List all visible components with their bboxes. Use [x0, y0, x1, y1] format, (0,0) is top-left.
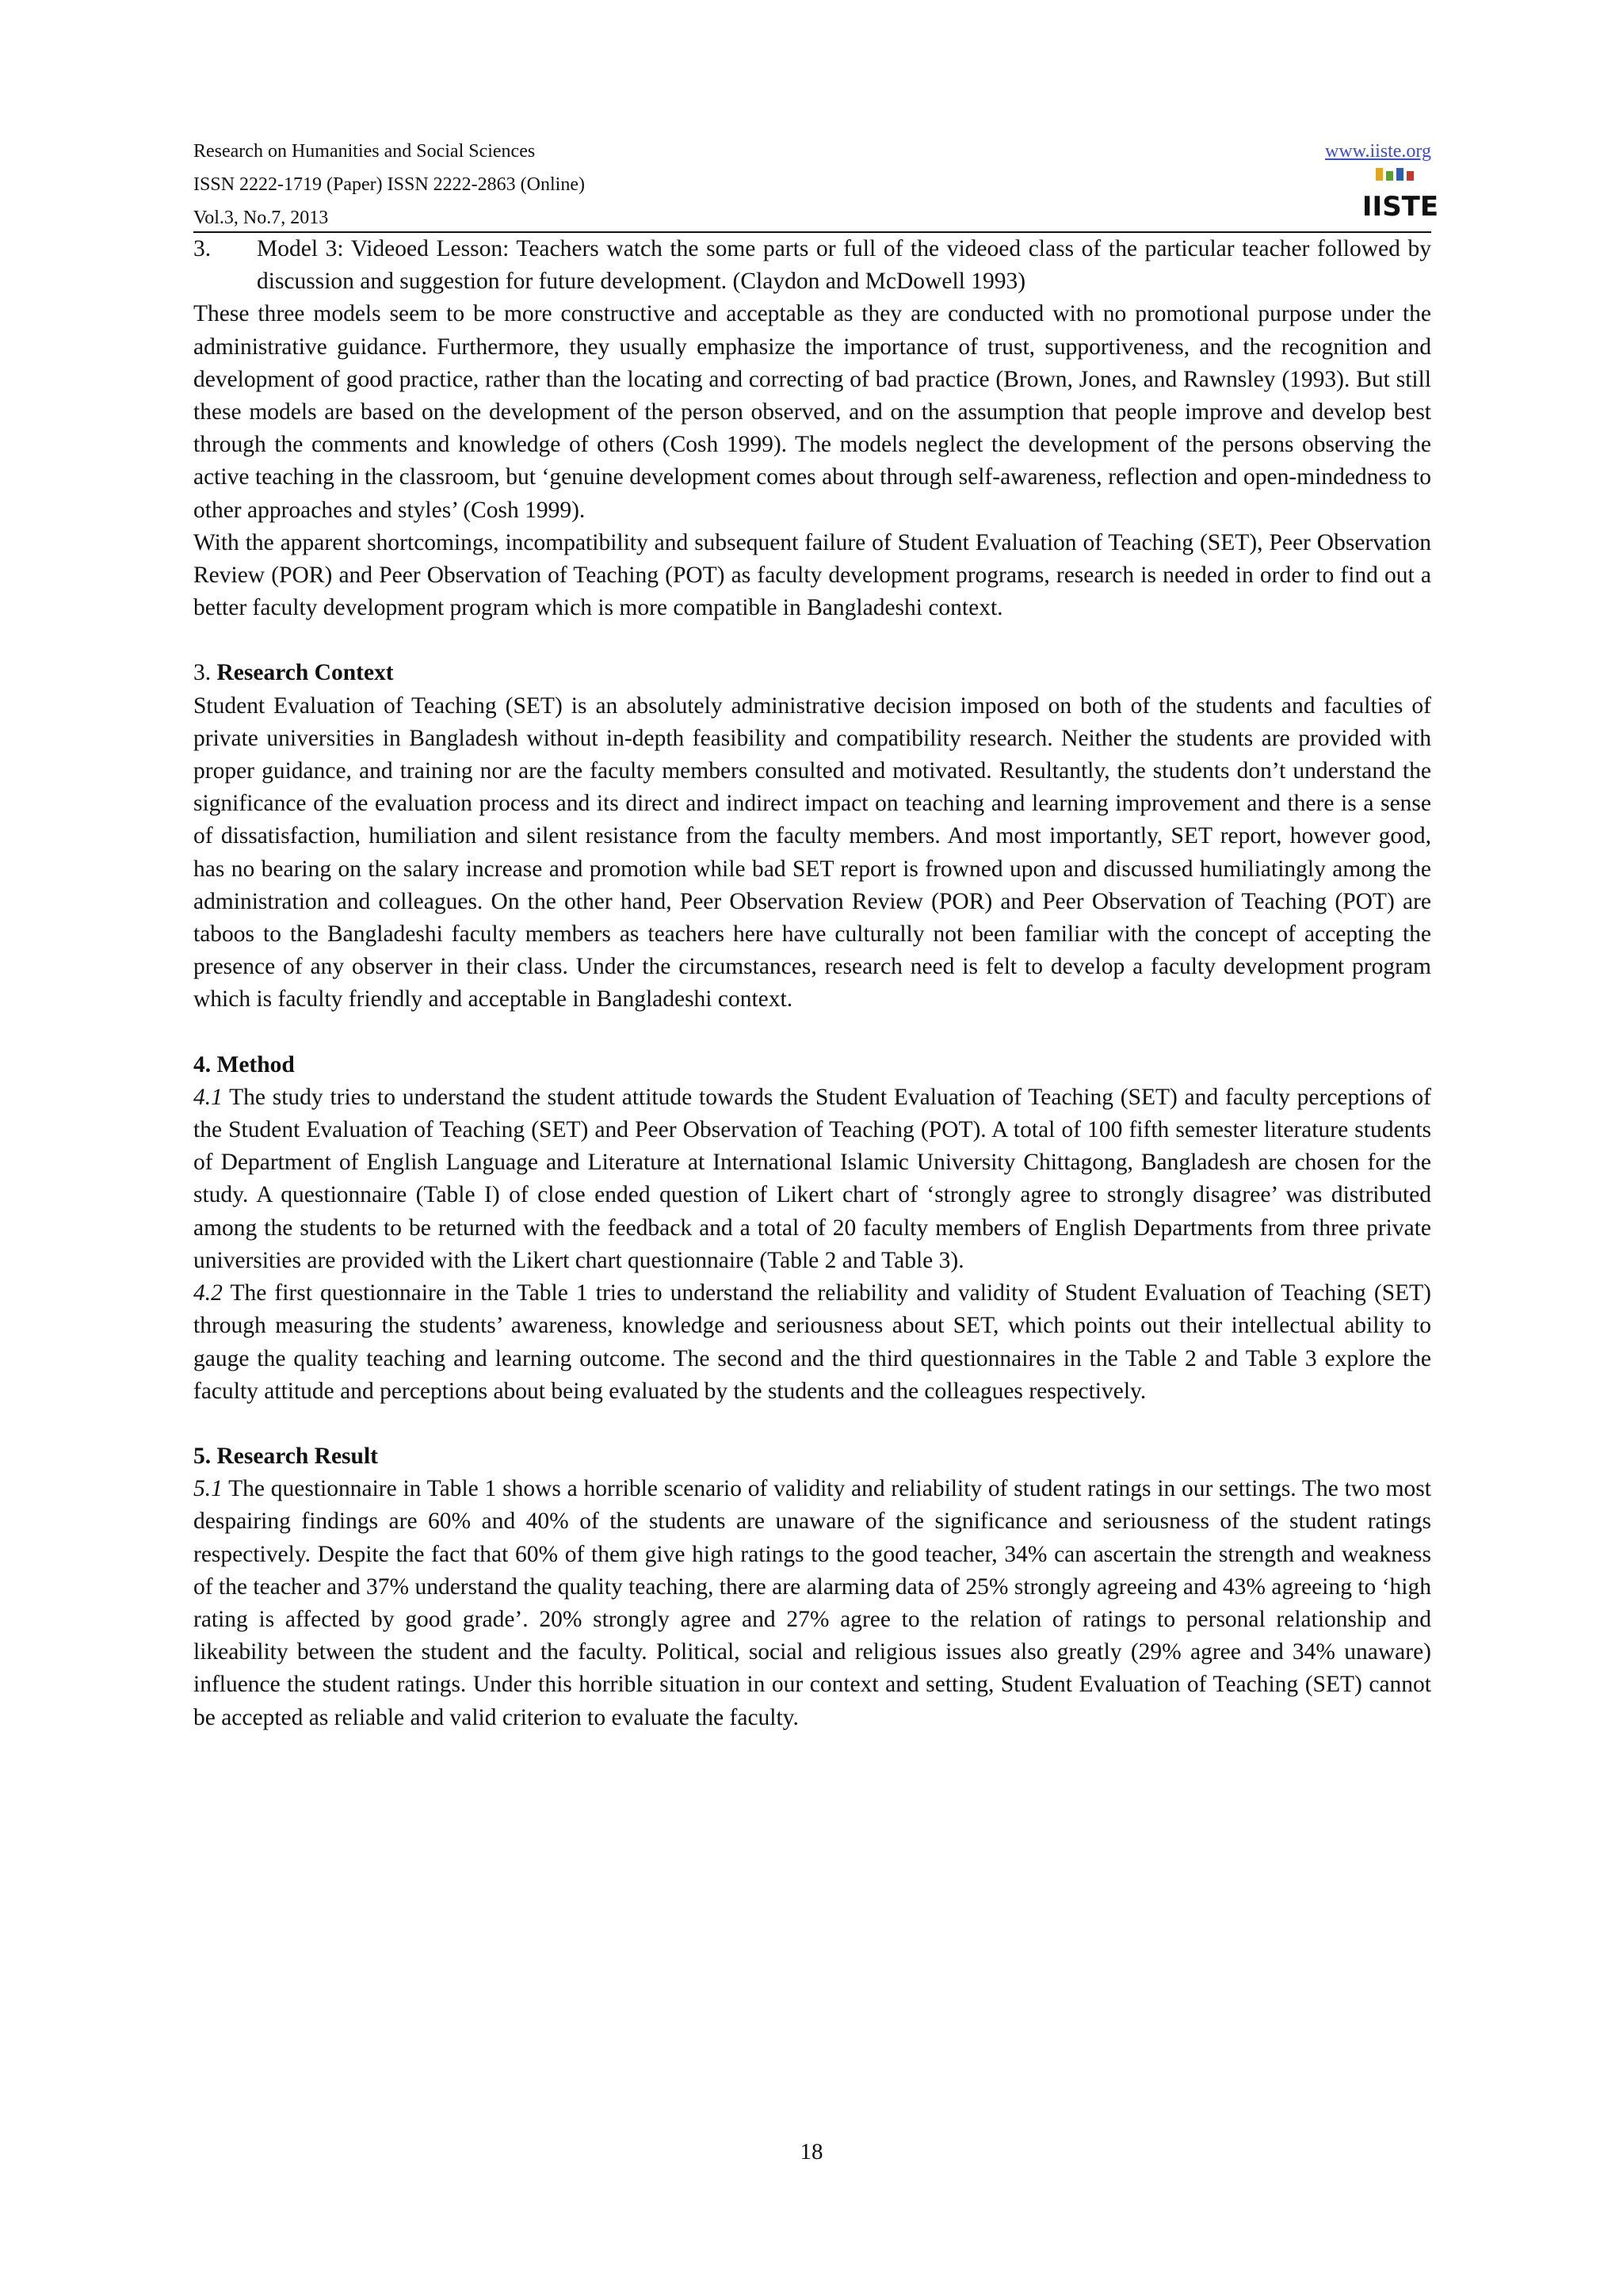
- volume-line: Vol.3, No.7, 2013: [193, 208, 329, 228]
- model-3-text: Model 3: Videoed Lesson: Teachers watch the some parts or full of the videoed class of the particular teacher followed by discussion and suggestion for future development. (Claydon and McDowell 1993): [257, 236, 1431, 295]
- website-link[interactable]: www.iiste.org: [1325, 141, 1431, 162]
- page-number: 18: [800, 2139, 823, 2164]
- section-3-number: 3.: [193, 660, 212, 686]
- section-5-heading: 5. Research Result: [193, 1443, 378, 1469]
- section-4-1-number: 4.1: [193, 1084, 223, 1110]
- section-4-2-number: 4.2: [193, 1280, 223, 1306]
- section-5-1-number: 5.1: [193, 1476, 223, 1502]
- section-5-1-text: The questionnaire in Table 1 shows a horrible scenario of validity and reliability of student ratings in our settings. The two most despairing findings are 60% and 40% of the students are unaware of the significance and seriousness of the student ratings respectively. Despite the fact that 60% of them give high ratings to the good teacher, 34% can ascertain the strength and weakness of the teacher and 37% understand the quality teaching, there are alarming data of 25% strongly agreeing and 43% agreeing to ‘high rating is affected by good grade’. 20% strongly agree and 27% agree to the relation of ratings to personal relationship and likeability between the student and the faculty. Political, social and religious issues also greatly (29% agree and 34% unaware) influence the student ratings. Under this horrible situation in our context and setting, Student Evaluation of Teaching (SET) cannot be accepted as reliable and valid criterion to evaluate the faculty.: [193, 1476, 1431, 1730]
- journal-title: Research on Humanities and Social Sciences: [193, 141, 536, 162]
- paragraph-shortcomings: With the apparent shortcomings, incompatibility and subsequent failure of Student Evaluation of Teaching (SET), Peer Observation Review (POR) and Peer Observation of Teaching (POT) as faculty development programs, research is needed in order to find out a better faculty development program which is more compatible in Bangladeshi context.: [193, 529, 1431, 621]
- section-3-heading: [193, 657, 1431, 689]
- section-4-heading: 4. Method: [193, 1051, 295, 1077]
- section-4-1-text: The study tries to understand the student attitude towards the Student Evaluation of Teaching (SET) and faculty perceptions of the Student Evaluation of Teaching (SET) and Peer Observation of Teaching (POT). A total of 100 fifth semester literature students of Department of English Language and Literature at International Islamic University Chittagong, Bangladesh are chosen for the study. A questionnaire (Table I) of close ended question of Likert chart of ‘strongly agree to strongly disagree’ was distributed among the students to be returned with the feedback and a total of 20 faculty members of English Departments from three private universities are provided with the Likert chart questionnaire (Table 2 and Table 3).: [193, 1084, 1431, 1273]
- model-3-item: [193, 233, 1431, 298]
- section-3-title: Research Context: [216, 660, 394, 686]
- paragraph-models: These three models seem to be more constructive and acceptable as they are conducted with no promotional purpose under the administrative guidance. Furthermore, they usually emphasize the importance of trust, supportiveness, and the recognition and development of good practice, rather than the locating and correcting of bad practice (Brown, Jones, and Rawnsley (1993). But still these models are based on the development of the person observed, and on the assumption that people improve and develop best through the comments and knowledge of others (Cosh 1999). The models neglect the development of the persons observing the active teaching in the classroom, but ‘genuine development comes about through self-awareness, reflection and open-mindedness to other approaches and styles’ (Cosh 1999).: [193, 301, 1431, 523]
- list-number: 3.: [193, 236, 212, 261]
- section-4-2-text: The first questionnaire in the Table 1 tries to understand the reliability and validity of Student Evaluation of Teaching (SET) through measuring the students’ awareness, knowledge and seriousness about SET, which points out their intellectual ability to gauge the quality teaching and learning outcome. The second and the third questionnaires in the Table 2 and Table 3 explore the faculty attitude and perceptions about being evaluated by the students and the colleagues respectively.: [193, 1280, 1431, 1404]
- section-3-body: Student Evaluation of Teaching (SET) is an absolutely administrative decision imposed on both of the students and faculties of private universities in Bangladesh without in-depth feasibility and compatibility research. Neither the students are provided with proper guidance, and training nor are the faculty members consulted and motivated. Resultantly, the students don’t understand the significance of the evaluation process and its direct and indirect impact on teaching and learning improvement and there is a sense of dissatisfaction, humiliation and silent resistance from the faculty members. And most importantly, SET report, however good, has no bearing on the salary increase and promotion while bad SET report is frowned upon and discussed humiliatingly among the administration and colleagues. On the other hand, Peer Observation Review (POR) and Peer Observation of Teaching (POT) are taboos to the Bangladeshi faculty members as teachers here have culturally not been familiar with the concept of accepting the presence of any observer in their class. Under the circumstances, research need is felt to develop a faculty development program which is faculty friendly and acceptable in Bangladeshi context.: [193, 692, 1431, 1013]
- issn-line: ISSN 2222-1719 (Paper) ISSN 2222-2863 (Online): [193, 174, 585, 195]
- article-body: [193, 233, 1431, 1734]
- logo-text: IISTE: [1361, 191, 1439, 223]
- section-4-1-paragraph: [193, 1081, 1431, 1277]
- page-header: [193, 135, 1439, 230]
- section-5-1-paragraph: [193, 1473, 1431, 1734]
- iiste-logo: [1361, 166, 1439, 223]
- section-4-2-paragraph: [193, 1277, 1431, 1408]
